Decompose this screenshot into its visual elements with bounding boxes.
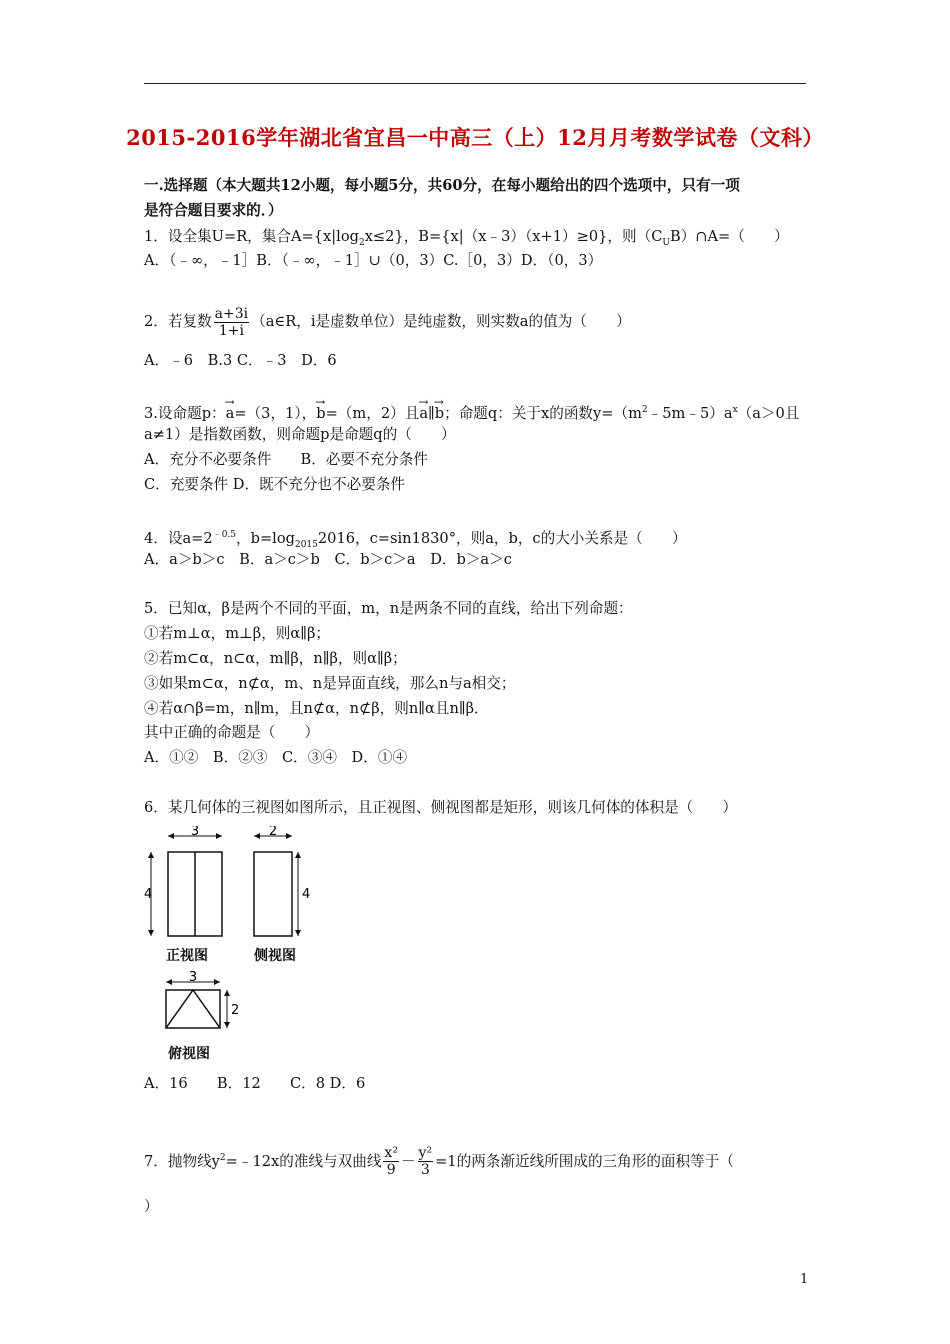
header-rule	[144, 83, 806, 84]
q1-options: A．（﹣∞，﹣1］B．（﹣∞，﹣1］∪（0，3）C.［0，3）D．（0，3）	[144, 252, 603, 269]
q6-stem: 6．某几何体的三视图如图所示，且正视图、侧视图都是矩形，则该几何体的体积是（ ）	[144, 799, 738, 816]
front-view-label: 正视图	[166, 948, 208, 964]
q5-claim-3: ③如果m⊂α，n⊄α，m、n是异面直线，那么n与a相交；	[144, 675, 516, 692]
q3-options-2: C．充要条件 D．既不充分也不必要条件	[144, 476, 406, 493]
top-width-arrow-left	[166, 979, 172, 985]
q5-claim-1: ①若m⊥α，m⊥β，则α∥β；	[144, 625, 331, 642]
section-heading-line1: 一.选择题（本大题共12小题，每小题5分，共60分，在每小题给出的四个选项中，只有一项	[144, 177, 740, 194]
front-height-arrow-bottom	[148, 930, 154, 936]
q7-fraction-x: $\frac{\text{x²}}{9}$	[384, 1145, 398, 1179]
side-rect	[254, 852, 292, 936]
q3-stem-line2: a≠1）是指数函数，则命题p是命题q的（ ）	[144, 426, 456, 443]
q6-options: A．16 B．12 C．8 D．6	[144, 1075, 366, 1092]
top-rect	[166, 990, 220, 1028]
side-height-arrow-bottom	[295, 930, 301, 936]
q2-options: A．﹣6 B.3 C．﹣3 D．6	[144, 352, 337, 369]
q5-options: A．①② B．②③ C．③④ D．①④	[144, 749, 408, 766]
top-height-label: 2	[231, 1003, 240, 1018]
q2-fraction: $\frac{a+3i}{1+i}$	[214, 305, 249, 339]
top-height-arrow-top	[224, 990, 230, 996]
q5-claim-2: ②若m⊂α，n⊂α，m∥β，n∥β，则α∥β；	[144, 650, 407, 667]
front-width-label: 3	[190, 826, 200, 839]
side-width-arrow-right	[286, 833, 292, 839]
q7-stem-line2: ）	[144, 1198, 159, 1215]
top-width-arrow-right	[214, 979, 220, 985]
q1-stem: 1．设全集U=R，集合$A=\{x|\log_2x\le 2\}$，B={x|（x﹣3）（x+1）≥0}，则$(C_UB)\cap A=$（ ）	[144, 228, 789, 248]
front-height-arrow-top	[148, 852, 154, 858]
top-height-arrow-bottom	[224, 1022, 230, 1028]
front-width-arrow-left	[168, 833, 174, 839]
q3-options-1: A．充分不必要条件 B．必要不充分条件	[144, 451, 428, 468]
top-triangle	[166, 990, 220, 1028]
q5-stem: 5．已知α，β是两个不同的平面，m，n是两条不同的直线，给出下列命题：	[144, 600, 633, 617]
top-view-figure	[160, 968, 245, 1032]
q3-stem: 3.设命题p：→ a=（3，1），→ b=（m，2）且→ a∥→ b；命题q：关于x的函数$y=(m^2﹣5m﹣5)a^x(a>0$且	[144, 400, 799, 424]
side-width-label: 2	[268, 826, 278, 839]
side-view-figure	[246, 826, 316, 944]
side-height-label: 4	[302, 887, 311, 902]
side-height-arrow-top	[295, 852, 301, 858]
q7-fraction-y: $\frac{\text{y²}}{3}$	[418, 1145, 433, 1179]
top-width-label: 3	[188, 970, 198, 985]
q7-stem: 7．抛物线$y^2=﹣12x$的准线与双曲线 $\frac{\text{x²}}{9}$ － $\frac{\text{y²}}{3}$ =1的两条渐近线所围成的三角形的面积等于（	[144, 1145, 734, 1179]
front-height-label: 4	[144, 887, 153, 902]
page-number: 1	[800, 1272, 809, 1287]
side-view-label: 侧视图	[254, 948, 296, 964]
exam-title: 2015-2016学年湖北省宜昌一中高三（上）12月月考数学试卷（文科）	[126, 125, 824, 150]
front-view-figure	[140, 826, 235, 944]
top-view-label: 俯视图	[168, 1046, 210, 1062]
section-heading-line2: 是符合题目要求的．）	[144, 202, 283, 219]
q4-stem: 4．设$a=2^{﹣0.5}$，$b=\log_{2015}2016$，c=sin1830°，则a，b，c的大小关系是（ ）	[144, 529, 687, 550]
q5-question: 其中正确的命题是（ ）	[144, 724, 320, 741]
q5-claim-4: ④若α∩β=m，n∥m，且n⊄α，n⊄β，则n∥α且n∥β．	[144, 700, 489, 717]
side-width-arrow-left	[254, 833, 260, 839]
front-width-arrow-right	[216, 833, 222, 839]
q4-options: A．a＞b＞c B．a＞c＞b C．b＞c＞a D．b＞a＞c	[144, 551, 512, 568]
q2-stem: 2．若复数 $\frac{a+3i}{1+i}$ （a∈R，i是虚数单位）是纯虚数，则实数a的值为（ ）	[144, 305, 631, 339]
